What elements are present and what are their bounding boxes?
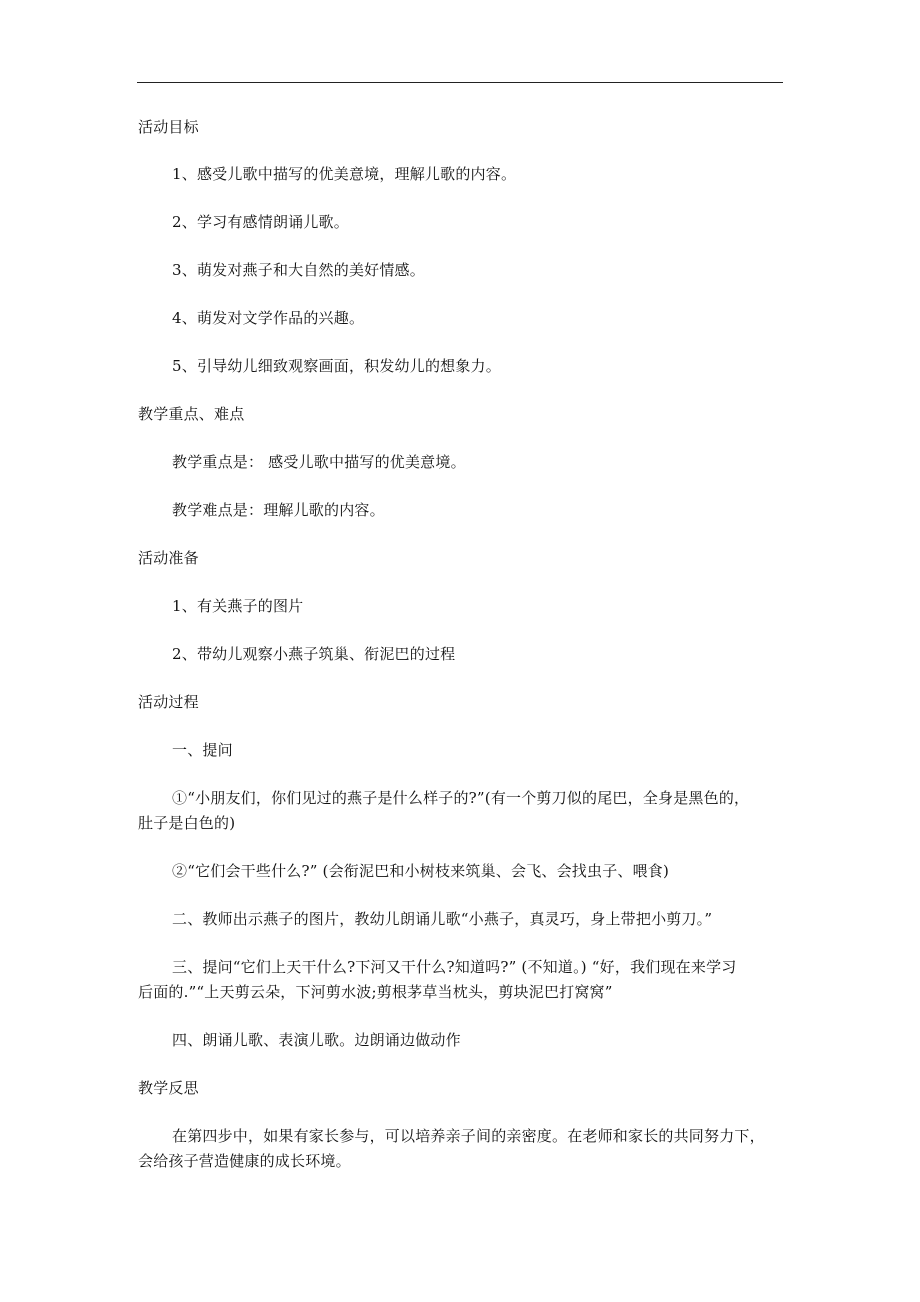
key-point-item-1: 教学重点是： 感受儿歌中描写的优美意境。	[172, 453, 466, 471]
goal-item-2: 2、学习有感情朗诵儿歌。	[172, 213, 349, 231]
section-title-process: 活动过程	[138, 693, 199, 711]
reflection-line-2: 会给孩子营造健康的成长环境。	[138, 1152, 351, 1170]
preparation-item-2: 2、带幼儿观察小燕子筑巢、衔泥巴的过程	[172, 645, 456, 663]
reflection-line-1: 在第四步中，如果有家长参与，可以培养亲子间的亲密度。在老师和家长的共同努力下，	[172, 1127, 765, 1145]
section-title-preparation: 活动准备	[138, 549, 199, 567]
section-title-goals: 活动目标	[138, 118, 199, 136]
goal-item-3: 3、萌发对燕子和大自然的美好情感。	[172, 261, 425, 279]
process-step-3-line-2: 后面的.”“上天剪云朵，下河剪水波;剪根茅草当枕头，剪块泥巴打窝窝”	[138, 983, 613, 1001]
goal-item-1: 1、感受儿歌中描写的优美意境，理解儿歌的内容。	[172, 165, 517, 183]
preparation-item-1: 1、有关燕子的图片	[172, 597, 304, 615]
header-rule	[137, 82, 783, 83]
process-question-1-line-1: ①“小朋友们，你们见过的燕子是什么样子的?”(有一个剪刀似的尾巴，全身是黑色的，	[172, 789, 750, 807]
key-point-item-2: 教学难点是：理解儿歌的内容。	[172, 501, 385, 519]
process-step-3-line-1: 三、提问“它们上天干什么?下河又干什么?知道吗?” (不知道。) “好，我们现在来学习	[172, 958, 737, 976]
section-title-key-points: 教学重点、难点	[138, 405, 245, 423]
process-step-1: 一、提问	[172, 741, 233, 759]
goal-item-4: 4、萌发对文学作品的兴趣。	[172, 309, 365, 327]
section-title-reflection: 教学反思	[138, 1079, 199, 1097]
goal-item-5: 5、引导幼儿细致观察画面，积发幼儿的想象力。	[172, 357, 501, 375]
process-step-2: 二、教师出示燕子的图片，教幼儿朗诵儿歌“小燕子，真灵巧，身上带把小剪刀。”	[172, 910, 713, 928]
process-step-4: 四、朗诵儿歌、表演儿歌。边朗诵边做动作	[172, 1031, 461, 1049]
process-question-2: ②“它们会干些什么?” (会衔泥巴和小树枝来筑巢、会飞、会找虫子、喂食)	[172, 862, 670, 880]
process-question-1-line-2: 肚子是白色的)	[138, 814, 236, 832]
